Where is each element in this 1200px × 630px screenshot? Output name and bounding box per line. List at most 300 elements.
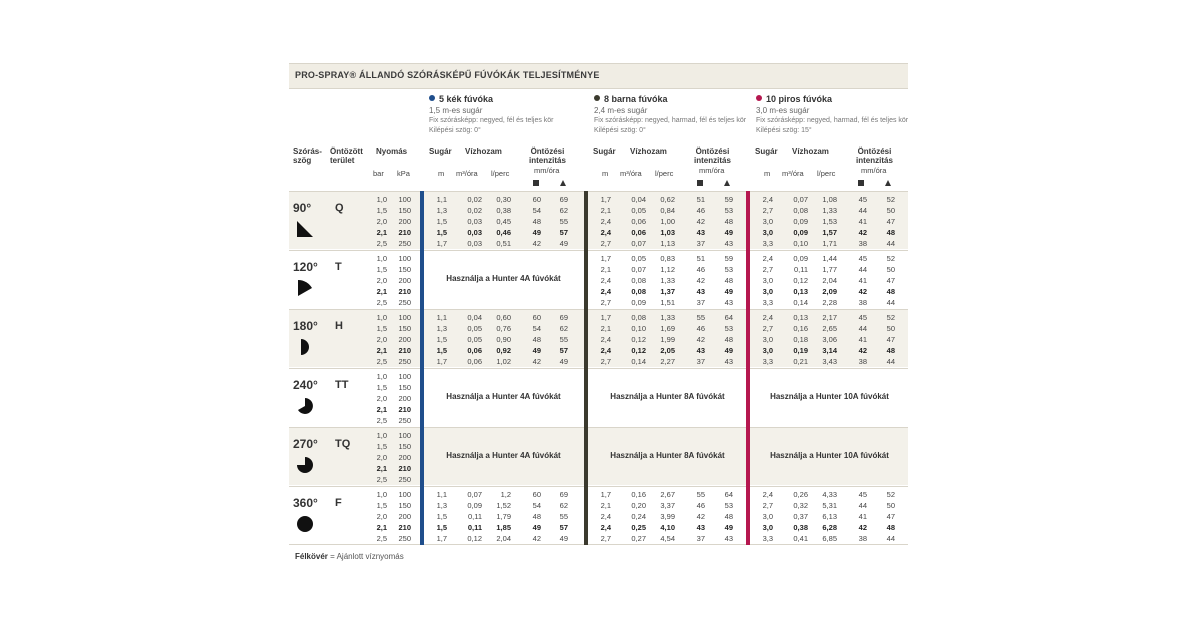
blue-value-cell: 55 <box>559 334 568 344</box>
square-spacing-icon <box>697 180 703 186</box>
pressure-bar: 1,0 <box>376 195 387 204</box>
red-value-cell: 2,09 <box>822 286 837 296</box>
red-value-cell: 0,18 <box>793 334 808 344</box>
blue-value-cell: 60 <box>532 312 541 322</box>
brown-value-cell: 1,03 <box>660 228 675 237</box>
brown-value-cell: 64 <box>724 489 733 499</box>
blue-value-cell: 62 <box>559 500 568 510</box>
brown-value-cell: 0,07 <box>631 239 646 248</box>
brown-value-cell: 0,24 <box>631 511 646 521</box>
blue-value-cell: 1,5 <box>436 228 447 237</box>
spray-pattern-icon <box>297 339 313 355</box>
row-divider <box>289 368 908 369</box>
blue-value-cell: 54 <box>532 206 541 215</box>
blue-value-cell: 57 <box>559 345 568 355</box>
brown-value-cell: 2,4 <box>600 217 611 226</box>
brown-value-cell: 4,10 <box>660 522 675 532</box>
brown-value-cell: 0,12 <box>631 334 646 344</box>
blue-value-cell: 0,90 <box>496 334 511 344</box>
blue-value-cell: 42 <box>532 356 541 366</box>
red-value-cell: 0,37 <box>793 511 808 521</box>
table-bottom-line <box>289 544 908 545</box>
red-value-cell: 1,71 <box>822 239 837 248</box>
blue-value-cell: 0,07 <box>467 489 482 499</box>
brown-value-cell: 49 <box>724 345 733 355</box>
red-value-cell: 41 <box>858 334 867 344</box>
red-value-cell: 44 <box>858 206 867 215</box>
brown-value-cell: 53 <box>724 500 733 510</box>
pressure-kpa: 200 <box>398 511 411 521</box>
blue-value-cell: 1,52 <box>496 500 511 510</box>
group-row-h <box>289 309 908 367</box>
brown-value-cell: 2,4 <box>600 228 611 237</box>
blue-value-cell: 49 <box>532 522 541 532</box>
red-value-cell: 1,33 <box>822 206 837 215</box>
pressure-kpa: 100 <box>398 430 411 440</box>
area-code: Q <box>335 202 344 214</box>
header-bar: bar <box>373 169 384 178</box>
blue-column-bar <box>420 191 424 545</box>
brown-value-cell: 2,1 <box>600 264 611 274</box>
red-value-cell: 0,13 <box>793 312 808 322</box>
red-value-cell: 3,0 <box>762 286 773 296</box>
blue-value-cell: 0,03 <box>467 228 482 237</box>
red-value-cell: 38 <box>858 533 867 543</box>
red-value-cell: 3,0 <box>762 522 773 532</box>
nozzle-header-blue: 5 kék fúvóka 1,5 m-es sugár Fix szórásképp: negyed, fél és teljes kör Kilépési szög: 0° <box>429 94 554 134</box>
pressure-kpa: 100 <box>398 489 411 499</box>
brown-value-cell: 46 <box>696 206 705 215</box>
pressure-bar: 2,0 <box>376 393 387 403</box>
brown-value-cell: 37 <box>696 533 705 543</box>
brown-value-cell: 42 <box>696 217 705 226</box>
pressure-bar: 1,5 <box>376 441 387 451</box>
pressure-kpa: 210 <box>398 228 411 237</box>
red-value-cell: 3,3 <box>762 356 773 366</box>
red-value-cell: 48 <box>886 286 895 296</box>
red-value-cell: 50 <box>886 323 895 333</box>
spray-angle: 240° <box>293 377 318 392</box>
pressure-bar: 1,0 <box>376 489 387 499</box>
red-value-cell: 50 <box>886 264 895 274</box>
blue-value-cell: 60 <box>532 195 541 204</box>
blue-value-cell: 69 <box>559 489 568 499</box>
pressure-kpa: 100 <box>398 312 411 322</box>
red-value-cell: 2,4 <box>762 195 773 204</box>
brown-value-cell: 1,7 <box>600 489 611 499</box>
blue-value-cell: 69 <box>559 312 568 322</box>
blue-value-cell: 1,1 <box>436 195 447 204</box>
red-value-cell: 38 <box>858 297 867 307</box>
row-divider <box>289 486 908 487</box>
pressure-bar: 1,0 <box>376 371 387 381</box>
red-value-cell: 3,0 <box>762 511 773 521</box>
brown-value-cell: 51 <box>696 253 705 263</box>
pressure-kpa: 200 <box>398 452 411 462</box>
brown-value-cell: 48 <box>724 275 733 285</box>
brown-value-cell: 0,12 <box>631 345 646 355</box>
red-value-cell: 47 <box>886 511 895 521</box>
blue-value-cell: 0,02 <box>467 206 482 215</box>
brown-value-cell: 0,14 <box>631 356 646 366</box>
blue-value-cell: 1,1 <box>436 312 447 322</box>
brown-value-cell: 0,20 <box>631 500 646 510</box>
brown-value-cell: 43 <box>696 286 705 296</box>
row-divider <box>289 250 908 251</box>
brown-value-cell: 51 <box>696 195 705 204</box>
brown-value-cell: 2,7 <box>600 239 611 248</box>
red-value-cell: 41 <box>858 217 867 226</box>
red-value-cell: 6,85 <box>822 533 837 543</box>
brown-value-cell: 2,1 <box>600 206 611 215</box>
red-value-cell: 3,0 <box>762 275 773 285</box>
spray-pattern-icon <box>297 398 313 414</box>
blue-value-cell: 0,06 <box>467 356 482 366</box>
brown-value-cell: 0,05 <box>631 206 646 215</box>
blue-value-cell: 0,04 <box>467 312 482 322</box>
red-value-cell: 2,65 <box>822 323 837 333</box>
brown-value-cell: 3,99 <box>660 511 675 521</box>
pressure-bar: 1,5 <box>376 206 387 215</box>
brown-value-cell: 49 <box>724 286 733 296</box>
spray-pattern-icon <box>297 280 313 296</box>
brown-value-cell: 2,4 <box>600 275 611 285</box>
header-brown-flow: Vízhozam <box>630 147 667 156</box>
brown-value-cell: 64 <box>724 312 733 322</box>
red-value-cell: 3,0 <box>762 217 773 226</box>
red-value-cell: 42 <box>858 522 867 532</box>
blue-value-cell: 1,3 <box>436 500 447 510</box>
area-code: H <box>335 319 343 332</box>
brown-value-cell: 1,37 <box>660 286 675 296</box>
spray-angle: 120° <box>293 259 318 274</box>
pressure-kpa: 200 <box>398 393 411 403</box>
red-value-cell: 48 <box>886 522 895 532</box>
brown-value-cell: 1,13 <box>660 239 675 248</box>
performance-table: PRO-SPRAY® ÁLLANDÓ SZÓRÁSKÉPŰ FÚVÓKÁK TELJESÍTMÉNYE 5 kék fúvóka 1,5 m-es sugár Fix szórásképp: negyed, fél és teljes kör Kilépési szög: 0° 8 barna fúvóka 2,4 m-es sugár Fix szórásképp: negyed, harmad, fél és teljes kör Kilépési szög: 0° 10 piros fúvóka 3,0 m-es sugár Fix szórásképp: negyed, harmad, fél és teljes kör Kilépési szög: 15° Szórás- szög Öntözött terület Nyomás bar kPa Sugár Vízhozam Öntözési intenzitás mm/óra m m³/óra l/perc Sugár Vízhozam Öntözési intenzitás mm/óra m m³/óra l/perc Sugár Vízhozam Öntözési intenzitás mm/óra m m³/óra l/perc 90° Q 1,0 100 1,5 150 2,0 200 2,1 210 2,5 250 1,1 0,02 0,30 60 69 1,3 0,02 0,38 54 62 1,5 0,03 0,45 48 55 1,5 0,03 0,46 49 57 1,7 0,03 0,51 42 49 1,7 0,04 0,62 51 59 2,1 0,05 0,84 46 53 2,4 0,06 1,00 42 48 2,4 0,06 1,03 43 49 2,7 0,07 1,13 37 43 2,4 0,07 1,08 45 52 2,7 0,08 1,33 44 50 3,0 0,09 1,53 41 47 3,0 0,09 1,57 42 48 3,3 0,10 1,71 38 44 120° T 1,0 100 1,5 150 2,0 200 2,1 210 2,5 250 Használja a Hunter 4A fúvókát 1,7 0,05 0,83 51 59 2,1 0,07 1,12 46 53 2,4 0,08 1,33 42 48 2,4 0,08 1,37 43 49 2,7 0,09 1,51 37 43 2,4 0,09 1,44 45 52 2,7 0,11 1,77 44 50 3,0 0,12 2,04 41 47 3,0 0,13 2,09 42 48 3,3 0,14 2,28 38 44 180° H 1,0 100 1,5 150 2,0 200 2,1 210 2,5 250 1,1 0,04 0,60 60 69 1,3 0,05 0,76 54 62 1,5 0,05 0,90 48 55 1,5 0,06 0,92 49 57 1,7 0,06 1,02 42 49 1,7 0,08 1,33 55 64 2,1 0,10 1,69 46 53 2,4 0,12 1,99 42 48 2,4 0,12 2,05 43 49 2,7 0,14 2,27 37 43 2,4 0,13 2,17 45 52 2,7 0,16 2,65 44 50 3,0 0,18 3,06 41 47 3,0 0,19 3,14 42 48 3,3 0,21 3,43 38 44 240° TT 1,0 100 1,5 150 2,0 200 2,1 210 2,5 250 Használja a Hunter 4A fúvókát Használja a Hunter 8A fúvókát Használja a Hunter 10A fúvókát 270° TQ 1,0 100 1,5 150 2,0 200 2,1 210 2,5 250 Használja a Hunter 4A fúvókát Használja a Hunter 8A fúvókát Használja a Hunter 10A fúvókát 360° F 1,0 100 1,5 150 2,0 200 2,1 210 2,5 250 1,1 0,07 1,2 60 69 1,3 0,09 1,52 54 62 1,5 0,11 1,79 48 55 1,5 0,11 1,85 49 57 1,7 0,12 2,04 42 49 1,7 0,16 2,67 55 64 2,1 0,20 3,37 46 53 2,4 0,24 3,99 42 48 2,4 0,25 4,10 43 49 2,7 0,27 4,54 37 43 2,4 0,26 4,33 45 52 2,7 0,32 5,31 44 50 3,0 0,37 6,13 41 47 3,0 0,38 6,28 42 48 3,3 0,41 6,85 38 44 Félkövér = Ajánlott víznyomás <box>289 63 908 568</box>
brown-value-cell: 43 <box>696 228 705 237</box>
blue-value-cell: 49 <box>532 228 541 237</box>
brown-value-cell: 0,04 <box>631 195 646 204</box>
pressure-kpa: 150 <box>398 441 411 451</box>
pressure-bar: 2,0 <box>376 275 387 285</box>
red-value-cell: 2,04 <box>822 275 837 285</box>
red-value-cell: 2,4 <box>762 253 773 263</box>
brown-value-cell: 2,7 <box>600 297 611 307</box>
red-value-cell: 0,12 <box>793 275 808 285</box>
red-use-other-nozzle-note: Használja a Hunter 10A fúvókát <box>770 391 889 401</box>
red-value-cell: 50 <box>886 206 895 215</box>
spray-angle: 270° <box>293 436 318 451</box>
red-value-cell: 3,06 <box>822 334 837 344</box>
red-value-cell: 0,38 <box>793 522 808 532</box>
pressure-kpa: 100 <box>398 371 411 381</box>
blue-value-cell: 0,03 <box>467 217 482 226</box>
blue-value-cell: 1,5 <box>436 522 447 532</box>
blue-value-cell: 1,85 <box>496 522 511 532</box>
red-value-cell: 0,09 <box>793 217 808 226</box>
pressure-kpa: 150 <box>398 206 411 215</box>
blue-value-cell: 42 <box>532 239 541 248</box>
spray-pattern-icon <box>297 516 313 532</box>
blue-value-cell: 57 <box>559 228 568 237</box>
brown-value-cell: 48 <box>724 334 733 344</box>
blue-value-cell: 1,3 <box>436 323 447 333</box>
blue-value-cell: 48 <box>532 334 541 344</box>
pressure-bar: 2,1 <box>376 463 387 473</box>
blue-value-cell: 55 <box>559 511 568 521</box>
pressure-bar: 2,5 <box>376 533 387 543</box>
blue-value-cell: 1,3 <box>436 206 447 215</box>
pressure-bar: 2,5 <box>376 356 387 366</box>
red-value-cell: 2,17 <box>822 312 837 322</box>
header-blue-flow: Vízhozam <box>465 147 502 156</box>
brown-value-cell: 4,54 <box>660 533 675 543</box>
brown-value-cell: 0,08 <box>631 312 646 322</box>
red-value-cell: 44 <box>886 356 895 366</box>
red-value-cell: 0,26 <box>793 489 808 499</box>
brown-value-cell: 1,69 <box>660 323 675 333</box>
red-value-cell: 42 <box>858 345 867 355</box>
pressure-bar: 1,0 <box>376 312 387 322</box>
pressure-kpa: 250 <box>398 356 411 366</box>
red-value-cell: 0,09 <box>793 228 808 237</box>
brown-value-cell: 1,51 <box>660 297 675 307</box>
pressure-kpa: 100 <box>398 253 411 263</box>
red-value-cell: 3,3 <box>762 239 773 248</box>
blue-value-cell: 1,5 <box>436 511 447 521</box>
blue-use-other-nozzle-note: Használja a Hunter 4A fúvókát <box>446 273 561 283</box>
pressure-kpa: 210 <box>398 404 411 414</box>
brown-value-cell: 1,7 <box>600 253 611 263</box>
brown-value-cell: 2,05 <box>660 345 675 355</box>
pressure-bar: 2,0 <box>376 511 387 521</box>
blue-value-cell: 0,03 <box>467 239 482 248</box>
blue-value-cell: 0,02 <box>467 195 482 204</box>
red-value-cell: 47 <box>886 217 895 226</box>
brown-value-cell: 46 <box>696 264 705 274</box>
brown-value-cell: 1,33 <box>660 275 675 285</box>
red-value-cell: 0,13 <box>793 286 808 296</box>
brown-value-cell: 1,00 <box>660 217 675 226</box>
red-value-cell: 50 <box>886 500 895 510</box>
area-code: TT <box>335 378 349 391</box>
header-brown-intensity: Öntözési intenzitás <box>694 147 731 165</box>
brown-value-cell: 55 <box>696 489 705 499</box>
square-spacing-icon <box>858 180 864 186</box>
blue-value-cell: 0,05 <box>467 323 482 333</box>
red-value-cell: 44 <box>886 239 895 248</box>
header-angle: Szórás- szög <box>293 147 322 165</box>
group-row-tt <box>289 368 908 426</box>
brown-value-cell: 0,27 <box>631 533 646 543</box>
blue-value-cell: 1,2 <box>500 489 511 499</box>
brown-value-cell: 0,83 <box>660 253 675 263</box>
red-value-cell: 0,07 <box>793 195 808 204</box>
red-value-cell: 0,14 <box>793 297 808 307</box>
pressure-kpa: 250 <box>398 239 411 248</box>
red-value-cell: 42 <box>858 286 867 296</box>
blue-value-cell: 49 <box>559 356 568 366</box>
blue-value-cell: 1,5 <box>436 345 447 355</box>
pressure-bar: 2,1 <box>376 286 387 296</box>
blue-value-cell: 49 <box>532 345 541 355</box>
brown-value-cell: 0,07 <box>631 264 646 274</box>
red-value-cell: 0,32 <box>793 500 808 510</box>
brown-use-other-nozzle-note: Használja a Hunter 8A fúvókát <box>610 391 725 401</box>
pressure-kpa: 250 <box>398 474 411 484</box>
blue-value-cell: 0,38 <box>496 206 511 215</box>
pressure-bar: 2,5 <box>376 239 387 248</box>
blue-value-cell: 62 <box>559 323 568 333</box>
blue-value-cell: 0,11 <box>467 522 482 532</box>
triangle-spacing-icon <box>560 180 566 186</box>
blue-value-cell: 1,7 <box>436 239 447 248</box>
row-divider <box>289 191 908 192</box>
red-value-cell: 4,33 <box>822 489 837 499</box>
pressure-bar: 2,5 <box>376 415 387 425</box>
blue-use-other-nozzle-note: Használja a Hunter 4A fúvókát <box>446 450 561 460</box>
header-brown-radius: Sugár <box>593 147 616 156</box>
brown-value-cell: 2,27 <box>660 356 675 366</box>
area-code: TQ <box>335 437 351 450</box>
pressure-bar: 2,0 <box>376 452 387 462</box>
spray-angle: 180° <box>293 318 318 333</box>
red-value-cell: 42 <box>858 228 867 237</box>
red-value-cell: 2,7 <box>762 323 773 333</box>
red-value-cell: 3,0 <box>762 334 773 344</box>
red-value-cell: 5,31 <box>822 500 837 510</box>
blue-value-cell: 0,92 <box>496 345 511 355</box>
brown-value-cell: 0,08 <box>631 286 646 296</box>
blue-value-cell: 0,46 <box>496 228 511 237</box>
red-value-cell: 52 <box>886 312 895 322</box>
brown-value-cell: 0,09 <box>631 297 646 307</box>
blue-value-cell: 0,60 <box>496 312 511 322</box>
pressure-kpa: 210 <box>398 463 411 473</box>
pressure-bar: 2,0 <box>376 334 387 344</box>
brown-value-cell: 42 <box>696 334 705 344</box>
brown-value-cell: 0,06 <box>631 217 646 226</box>
brown-value-cell: 1,33 <box>660 312 675 322</box>
pressure-kpa: 210 <box>398 522 411 532</box>
pressure-bar: 2,0 <box>376 217 387 226</box>
red-value-cell: 2,4 <box>762 489 773 499</box>
pressure-kpa: 150 <box>398 382 411 392</box>
area-code: T <box>335 260 342 273</box>
brown-value-cell: 59 <box>724 253 733 263</box>
pressure-bar: 1,0 <box>376 430 387 440</box>
brown-value-cell: 1,99 <box>660 334 675 344</box>
red-value-cell: 2,7 <box>762 500 773 510</box>
red-value-cell: 3,3 <box>762 533 773 543</box>
nozzle-header-red: 10 piros fúvóka 3,0 m-es sugár Fix szórásképp: negyed, harmad, fél és teljes kör Kilépési szög: 15° <box>756 94 909 134</box>
red-value-cell: 45 <box>858 253 867 263</box>
brown-value-cell: 0,05 <box>631 253 646 263</box>
red-value-cell: 52 <box>886 253 895 263</box>
red-value-cell: 1,53 <box>822 217 837 226</box>
red-value-cell: 47 <box>886 334 895 344</box>
pressure-bar: 2,1 <box>376 345 387 355</box>
brown-value-cell: 1,7 <box>600 195 611 204</box>
blue-value-cell: 0,30 <box>496 195 511 204</box>
brown-value-cell: 53 <box>724 206 733 215</box>
red-value-cell: 6,13 <box>822 511 837 521</box>
brown-value-cell: 43 <box>724 533 733 543</box>
red-value-cell: 44 <box>858 500 867 510</box>
red-value-cell: 45 <box>858 312 867 322</box>
brown-value-cell: 37 <box>696 297 705 307</box>
blue-value-cell: 0,06 <box>467 345 482 355</box>
brown-value-cell: 0,62 <box>660 195 675 204</box>
brown-value-cell: 46 <box>696 500 705 510</box>
title-bar <box>289 63 908 89</box>
pressure-bar: 1,5 <box>376 500 387 510</box>
red-value-cell: 38 <box>858 356 867 366</box>
red-value-cell: 0,19 <box>793 345 808 355</box>
red-value-cell: 2,7 <box>762 264 773 274</box>
blue-value-cell: 0,09 <box>467 500 482 510</box>
red-dot-icon <box>756 95 762 101</box>
blue-value-cell: 1,79 <box>496 511 511 521</box>
blue-value-cell: 1,5 <box>436 217 447 226</box>
brown-value-cell: 43 <box>724 239 733 248</box>
brown-value-cell: 2,7 <box>600 356 611 366</box>
blue-value-cell: 0,76 <box>496 323 511 333</box>
blue-value-cell: 1,7 <box>436 533 447 543</box>
header-red-intensity: Öntözési intenzitás <box>856 147 893 165</box>
brown-value-cell: 48 <box>724 217 733 226</box>
blue-value-cell: 55 <box>559 217 568 226</box>
brown-value-cell: 43 <box>696 345 705 355</box>
red-value-cell: 0,16 <box>793 323 808 333</box>
brown-dot-icon <box>594 95 600 101</box>
brown-value-cell: 2,7 <box>600 533 611 543</box>
brown-value-cell: 53 <box>724 323 733 333</box>
row-divider <box>289 427 908 428</box>
header-area: Öntözött terület <box>330 147 363 165</box>
header-kpa: kPa <box>397 169 410 178</box>
brown-value-cell: 46 <box>696 323 705 333</box>
header-red-flow: Vízhozam <box>792 147 829 156</box>
red-value-cell: 0,09 <box>793 253 808 263</box>
red-value-cell: 0,08 <box>793 206 808 215</box>
square-spacing-icon <box>533 180 539 186</box>
header-pressure: Nyomás <box>376 147 408 156</box>
blue-value-cell: 1,1 <box>436 489 447 499</box>
pressure-kpa: 150 <box>398 323 411 333</box>
brown-value-cell: 37 <box>696 356 705 366</box>
red-value-cell: 44 <box>858 264 867 274</box>
red-value-cell: 52 <box>886 489 895 499</box>
brown-value-cell: 37 <box>696 239 705 248</box>
red-value-cell: 1,77 <box>822 264 837 274</box>
red-value-cell: 1,08 <box>822 195 837 204</box>
pressure-kpa: 100 <box>398 195 411 204</box>
blue-value-cell: 48 <box>532 511 541 521</box>
brown-value-cell: 3,37 <box>660 500 675 510</box>
blue-value-cell: 0,05 <box>467 334 482 344</box>
pressure-bar: 2,1 <box>376 228 387 237</box>
brown-column-bar <box>584 191 588 545</box>
blue-value-cell: 0,45 <box>496 217 511 226</box>
pressure-bar: 1,5 <box>376 264 387 274</box>
brown-value-cell: 0,84 <box>660 206 675 215</box>
pressure-bar: 1,0 <box>376 253 387 263</box>
brown-value-cell: 2,4 <box>600 286 611 296</box>
spray-angle: 90° <box>293 201 312 215</box>
red-value-cell: 1,57 <box>822 228 837 237</box>
